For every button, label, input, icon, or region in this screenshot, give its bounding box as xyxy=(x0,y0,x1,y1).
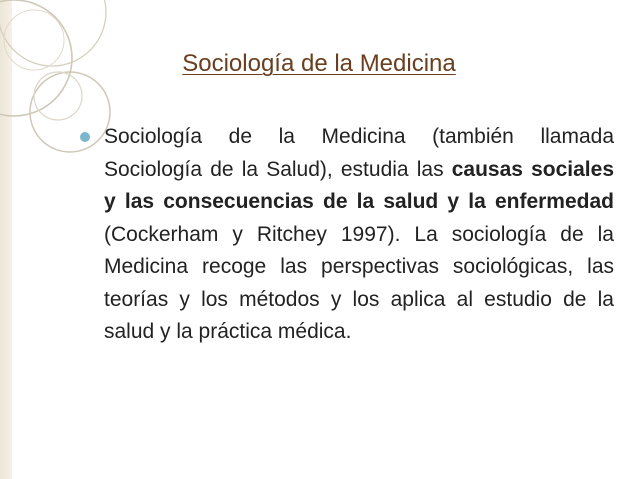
bullet-dot-icon xyxy=(80,132,90,142)
body-text-rest: (Cockerham y Ritchey 1997). La sociología de la Medicina recoge las perspectivas sociológicas, las teorías y los métodos y los aplica al estudio de la salud y la práctica médica. xyxy=(104,222,614,343)
bullet-list xyxy=(104,121,614,349)
body-text-intro: Sociología de la Medicina (también llamada Sociología de la Salud), estudia las xyxy=(104,125,614,181)
slide-title: Sociología de la Medicina xyxy=(182,50,456,77)
body-text-bold: causas sociales y las consecuencias de la salud y la enfermedad xyxy=(104,157,614,213)
body-paragraph xyxy=(104,121,614,349)
decor-circle-lower xyxy=(30,72,110,152)
